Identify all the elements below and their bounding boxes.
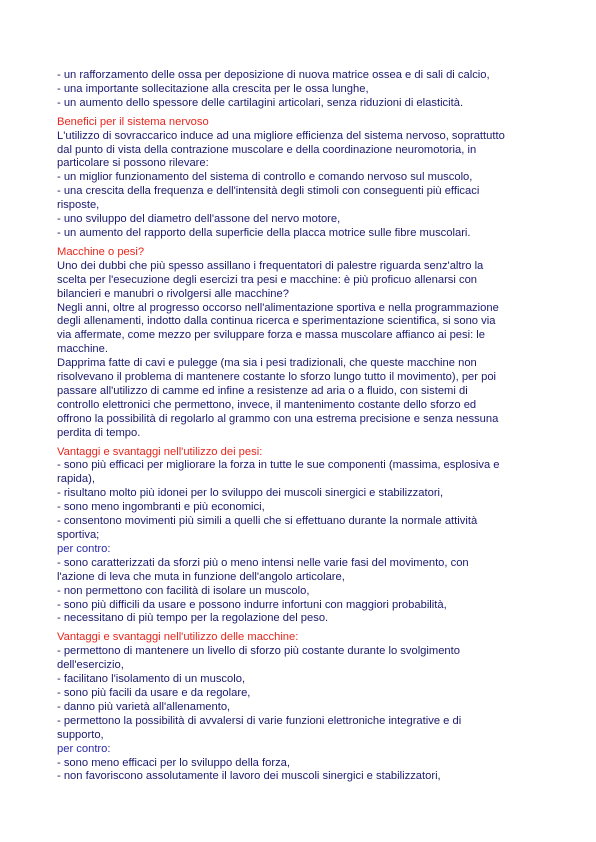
list-item: - non favoriscono assolutamente il lavoro dei muscoli sinergici e stabilizzatori, bbox=[57, 770, 441, 783]
text-line: Negli anni, oltre al progresso occorso nell'alimentazione sportiva e nella programmazione bbox=[57, 301, 499, 314]
text-line: particolare si possono rilevare: bbox=[57, 157, 209, 170]
text-line: degli allenamenti, indotto dalla continua ricerca e sperimentazione scientifica, si sono via bbox=[57, 315, 496, 328]
macchine-paragraph-3 bbox=[57, 357, 543, 440]
text-line: risolvevano il problema di mantenere costante lo sforzo lungo tutto il movimento), per poi bbox=[57, 371, 497, 384]
list-item: - non permettono con facilità di isolare un muscolo, bbox=[57, 584, 310, 597]
list-item: - danno più varietà all'allenamento, bbox=[57, 700, 231, 713]
list-item: l'azione di leva che muta in funzione dell'angolo articolare, bbox=[57, 570, 345, 583]
pesi-cons-list bbox=[57, 557, 543, 627]
per-contro-label: per contro: bbox=[57, 742, 111, 755]
text-line: via affermate, come mezzo per sviluppare forza e massa muscolare affianco ai pesi: le bbox=[57, 329, 486, 342]
list-item: risposte, bbox=[57, 199, 100, 212]
text-line: controllo elettronici che permettono, invece, il mantenimento costante dello sforzo ed bbox=[57, 398, 477, 411]
macchine-pros-list bbox=[57, 645, 543, 742]
list-item: dell'esercizio, bbox=[57, 659, 124, 672]
list-item: - sono caratterizzati da sforzi più o meno intensi nelle varie fasi del movimento, con bbox=[57, 556, 469, 569]
text-line: L'utilizzo di sovraccarico induce ad una migliore efficienza del sistema nervoso, soprattutto bbox=[57, 129, 505, 142]
list-item: - risultano molto più idonei per lo sviluppo dei muscoli sinergici e stabilizzatori, bbox=[57, 487, 444, 500]
macchine-cons-list bbox=[57, 757, 543, 785]
text-line: Uno dei dubbi che più spesso assillano i frequentatori di palestre riguarda senz'altro la bbox=[57, 259, 484, 272]
text-line: dal punto di vista della contrazione muscolare e della coordinazione neuromotoria, in bbox=[57, 143, 477, 156]
text-line: scelta per l'esecuzione degli esercizi tra pesi e macchine: è più proficuo allenarsi con bbox=[57, 273, 478, 286]
text-line: macchine. bbox=[57, 343, 108, 356]
text-line: Dapprima fatte di cavi e pulegge (ma sia i pesi tradizionali, che queste macchine non bbox=[57, 357, 477, 370]
document-body bbox=[57, 69, 543, 784]
section-heading-nervoso: Benefici per il sistema nervoso bbox=[57, 115, 209, 128]
list-item: - sono più facili da usare e da regolare, bbox=[57, 686, 251, 699]
list-item: - consentono movimenti più simili a quelli che si effettuano durante la normale attività bbox=[57, 515, 478, 528]
list-item: - un rafforzamento delle ossa per deposizione di nuova matrice ossea e di sali di calcio, bbox=[57, 69, 490, 81]
list-item: - permettono di mantenere un livello di sforzo più costante durante lo svolgimento bbox=[57, 645, 460, 658]
list-item: - sono più difficili da usare e possono indurre infortuni con maggiori probabilità, bbox=[57, 598, 447, 611]
macchine-paragraph-2 bbox=[57, 302, 543, 358]
list-item: supporto, bbox=[57, 728, 104, 741]
per-contro-label: per contro: bbox=[57, 542, 111, 555]
list-item: - necessitano di più tempo per la regolazione del peso. bbox=[57, 612, 329, 625]
list-item: - una importante sollecitazione alla crescita per le ossa lunghe, bbox=[57, 82, 369, 95]
text-line: bilancieri e manubri o rivolgersi alle macchine? bbox=[57, 287, 289, 300]
list-item: - sono meno efficaci per lo sviluppo della forza, bbox=[57, 756, 290, 769]
pesi-pros-list bbox=[57, 459, 543, 542]
macchine-paragraph-1 bbox=[57, 260, 543, 302]
list-item: - sono meno ingombranti e più economici, bbox=[57, 501, 265, 514]
list-item: - un aumento dello spessore delle cartilagini articolari, senza riduzioni di elasticità. bbox=[57, 96, 464, 109]
list-item: - un aumento del rapporto della superficie della placca motrice sulle fibre muscolari. bbox=[57, 226, 471, 239]
list-item: - uno sviluppo del diametro dell'assone del nervo motore, bbox=[57, 213, 341, 226]
section-heading-macchine-vs: Vantaggi e svantaggi nell'utilizzo delle macchine: bbox=[57, 631, 299, 644]
list-item: rapida), bbox=[57, 473, 95, 486]
section-heading-pesi: Vantaggi e svantaggi nell'utilizzo dei pesi: bbox=[57, 445, 263, 458]
list-item: - permettono la possibilità di avvalersi di varie funzioni elettroniche integrative e di bbox=[57, 714, 462, 727]
text-line: offrono la possibilità di regolarlo al grammo con una estrema precisione e senza nessuna bbox=[57, 412, 499, 425]
list-item: - sono più efficaci per migliorare la forza in tutte le sue componenti (massima, esplosiva e bbox=[57, 459, 500, 472]
list-item: - una crescita della frequenza e dell'intensità degli stimoli con conseguenti più efficaci bbox=[57, 185, 480, 198]
text-line: perdita di tempo. bbox=[57, 426, 141, 439]
text-line: passare all'utilizzo di camme ed infine a resistenze ad aria o a fluido, con sistemi di bbox=[57, 384, 468, 397]
section-heading-macchine: Macchine o pesi? bbox=[57, 245, 145, 258]
nervoso-paragraph bbox=[57, 130, 543, 241]
list-item: - un miglior funzionamento del sistema di controllo e comando nervoso sul muscolo, bbox=[57, 171, 473, 184]
list-item: sportiva; bbox=[57, 529, 100, 541]
list-item: - facilitano l'isolamento di un muscolo, bbox=[57, 673, 246, 686]
intro-list bbox=[57, 69, 543, 111]
